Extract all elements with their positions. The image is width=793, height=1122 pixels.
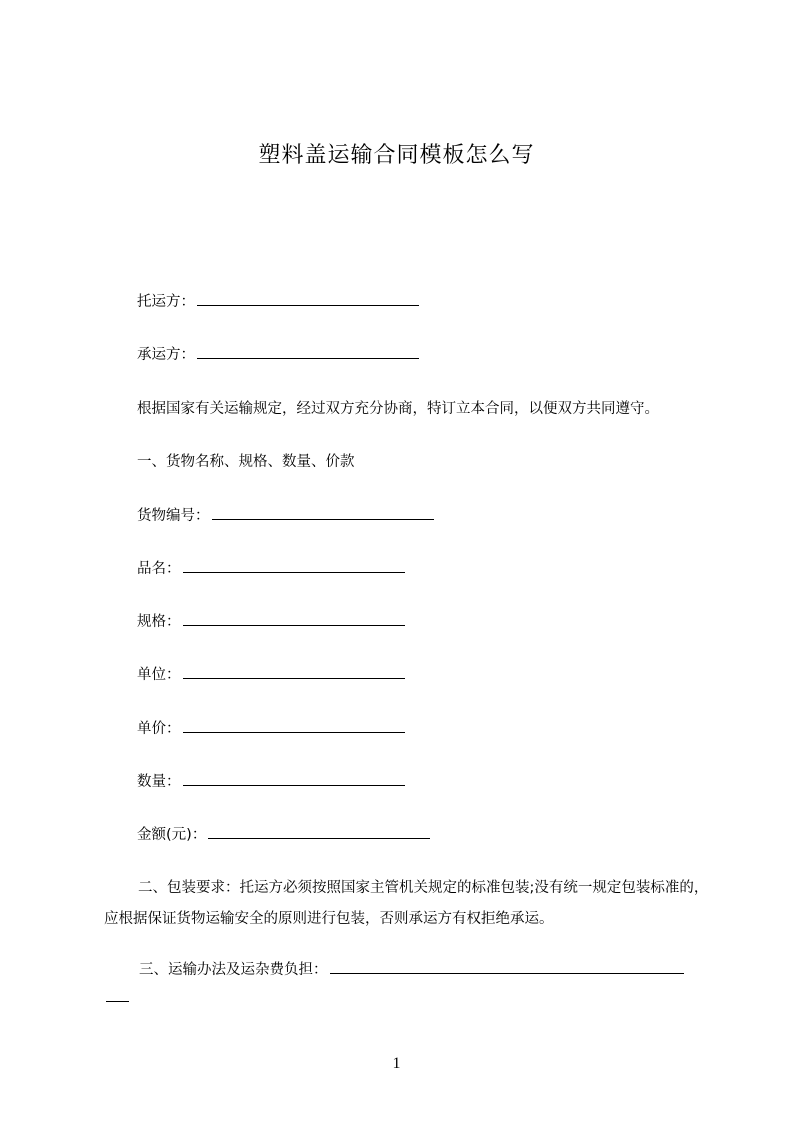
carrier-blank[interactable] [197,343,419,359]
shipper-label: 托运方： [137,294,195,310]
intro-text: 根据国家有关运输规定，经过双方充分协商，特订立本合同，以便双方共同遵守。 [137,401,659,417]
section3-blank[interactable] [330,958,684,974]
section1-heading: 一、货物名称、规格、数量、价款 [137,454,355,470]
unit-label: 单位： [137,667,181,683]
goods-no-line [137,504,434,528]
document-title: 塑料盖运输合同模板怎么写 [258,143,535,168]
quantity-blank[interactable] [183,770,405,786]
shipper-blank[interactable] [197,290,419,306]
spec-blank[interactable] [183,610,405,626]
section3-label: 三、运输办法及运杂费负担： [139,962,328,978]
unit-blank[interactable] [183,663,405,679]
section3-line [139,958,684,982]
section2-paragraph: 二、包装要求：托运方必须按照国家主管机关规定的标准包装;没有统一规定包装标准的，应根据保证货物运输安全的原则进行包装，否则承运方有权拒绝承运。 [104,880,709,927]
amount-line [137,823,430,847]
name-label: 品名： [137,561,181,577]
goods-no-label: 货物编号： [137,508,210,524]
unit-price-line [137,717,405,741]
name-line [137,557,405,581]
shipper-line [137,290,419,314]
goods-no-blank[interactable] [212,504,434,520]
unit-line [137,663,405,687]
amount-blank[interactable] [208,823,430,839]
carrier-label: 承运方： [137,347,195,363]
carrier-line [137,343,419,367]
quantity-label: 数量： [137,774,181,790]
section3-blank-continued[interactable] [106,986,129,1002]
unit-price-label: 单价： [137,721,181,737]
page-number: 1 [392,1055,401,1072]
unit-price-blank[interactable] [183,717,405,733]
name-blank[interactable] [183,557,405,573]
spec-label: 规格： [137,614,181,630]
amount-label: 金额(元)： [137,827,207,843]
spec-line [137,610,405,634]
quantity-line [137,770,405,794]
